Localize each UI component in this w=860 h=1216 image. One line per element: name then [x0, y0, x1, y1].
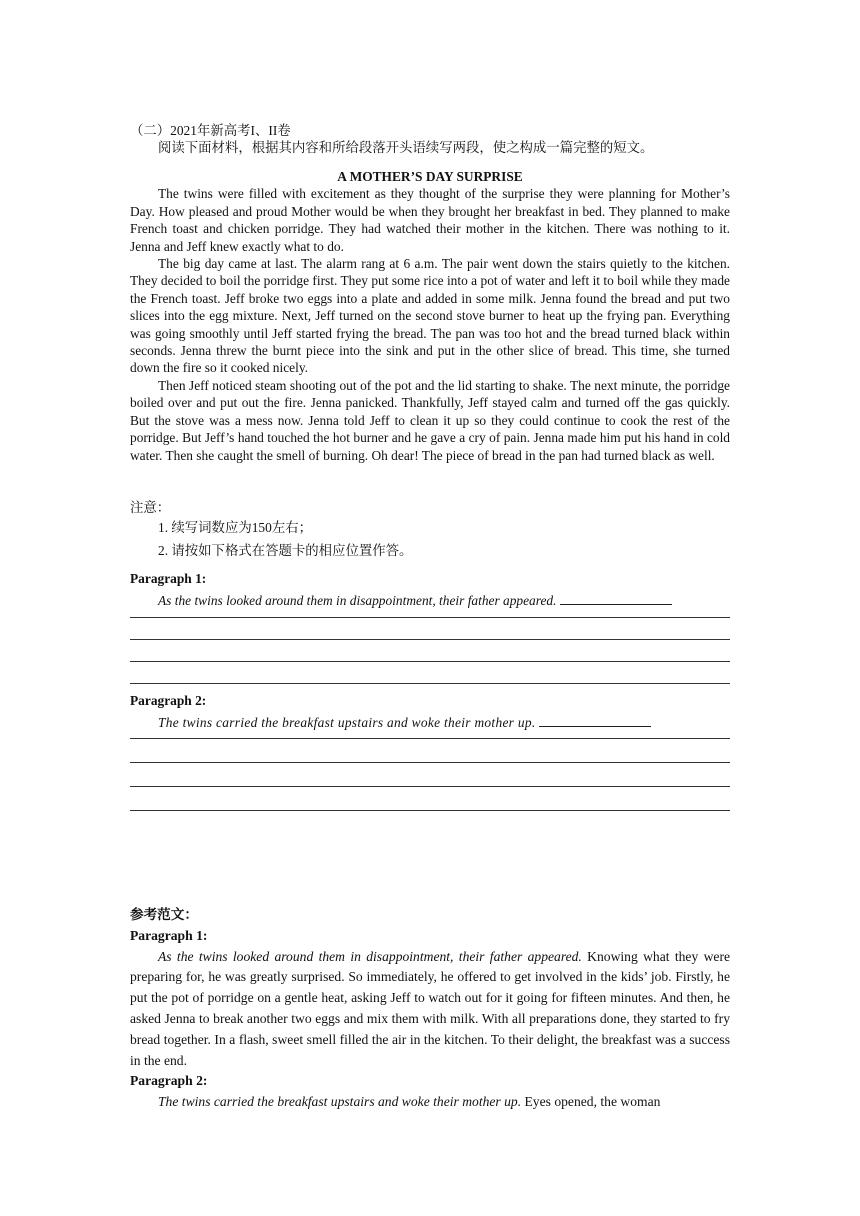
sample-answer — [130, 905, 730, 1113]
paragraph-1-label: Paragraph 1: — [130, 571, 207, 586]
sample-paragraph-2-label: Paragraph 2: — [130, 1073, 208, 1089]
writing-paragraph-1 — [130, 570, 730, 684]
answer-line[interactable] — [130, 738, 730, 739]
paragraph-2-opening: The twins carried the breakfast upstairs and woke their mother up. — [158, 715, 536, 731]
answer-line[interactable] — [130, 661, 730, 662]
answer-line[interactable] — [130, 786, 730, 787]
question-header — [130, 122, 730, 157]
sample-label: 参考范文： — [130, 907, 198, 922]
answer-line[interactable] — [130, 762, 730, 763]
paragraph-1-prompt — [130, 591, 730, 609]
story-title: A MOTHER’S DAY SURPRISE — [337, 169, 523, 184]
answer-line[interactable] — [130, 683, 730, 684]
answer-line[interactable] — [130, 639, 730, 640]
sample-paragraph-2-text: Eyes opened, the woman — [521, 1094, 661, 1110]
note-item-2: 2. 请按如下格式在答题卡的相应位置作答。 — [158, 543, 413, 559]
paragraph-1-opening: As the twins looked around them in disappointment, their father appeared. — [158, 593, 557, 609]
note-item-1: 1. 续写词数应为150左右； — [158, 520, 312, 536]
story-paragraph-3: Then Jeff noticed steam shooting out of the pot and the lid starting to shake. The next minute, the porridge boiled over and put out the fire. Jenna panicked. Thankfully, Jeff stayed calm and turned off the gas quickly. But the stove was a mess now. Jenna told Jeff to clean it up so they could continue to cook the rest of the porridge. But Jeff’s hand touched the hot burner and he gave a cry of pain. Jenna made him put his hand in cold water. Then she caught the smell of burning. Oh dear! The piece of bread in the pan had turned black as well. — [130, 377, 730, 463]
paragraph-2-prompt — [130, 713, 730, 731]
story — [130, 168, 730, 464]
story-paragraph-2: The big day came at last. The alarm rang at 6 a.m. The pair went down the stairs quietly to the kitchen. They decided to boil the porridge first. They put some rice into a pot of water and left it to boil while they made the French toast. Jeff broke two eggs into a plate and added in some milk. Jenna found the bread and put two slices into the egg mixture. Next, Jeff turned on the second stove burner to heat up the frying pan. Everything was going smoothly until Jeff started frying the bread. The pan was too hot and the bread turned black within seconds. Jenna threw the burnt piece into the sink and put in the other slice of bread. This time, she turned down the fire so it cooked nicely. — [130, 256, 730, 376]
story-paragraph-1: The twins were filled with excitement as they thought of the surprise they were planning for Mother’s Day. How pleased and proud Mother would be when they brought her breakfast in bed. They planned to make French toast and chicken porridge. They had watched their mother in the kitchen. There was nothing to it. Jenna and Jeff knew exactly what to do. — [130, 186, 730, 254]
answer-line[interactable] — [130, 617, 730, 618]
sample-paragraph-1-opening: As the twins looked around them in disappointment, their father appeared. — [158, 948, 582, 964]
answer-blank[interactable] — [539, 713, 651, 727]
sample-paragraph-2 — [130, 1092, 730, 1113]
sample-paragraph-2-opening: The twins carried the breakfast upstairs and woke their mother up. — [158, 1094, 522, 1110]
paragraph-2-label: Paragraph 2: — [130, 693, 207, 708]
section-label: （二）2021年新高考I、II卷 — [130, 123, 291, 138]
notes-label: 注意： — [130, 500, 171, 515]
answer-line[interactable] — [130, 810, 730, 811]
writing-paragraph-2 — [130, 692, 730, 811]
sample-paragraph-1 — [130, 947, 730, 1072]
sample-paragraph-1-label: Paragraph 1: — [130, 927, 208, 943]
sample-paragraph-1-text: Knowing what they were preparing for, he was greatly surprised. So immediately, he offered to get involved in the kids’ job. Firstly, he put the pot of porridge on a gentle heat, asking Jeff to watch out for it going for fifteen minutes. And then, he asked Jenna to break another two eggs and mix them with milk. With all preparations done, they started to fry bread together. In a flash, sweet smell filled the air in the kitchen. To their delight, the breakfast was a success in the end. — [130, 948, 731, 1068]
notes — [130, 499, 730, 562]
answer-blank[interactable] — [560, 591, 672, 605]
instruction-text: 阅读下面材料，根据其内容和所给段落开头语续写两段，使之构成一篇完整的短文。 — [158, 140, 654, 156]
